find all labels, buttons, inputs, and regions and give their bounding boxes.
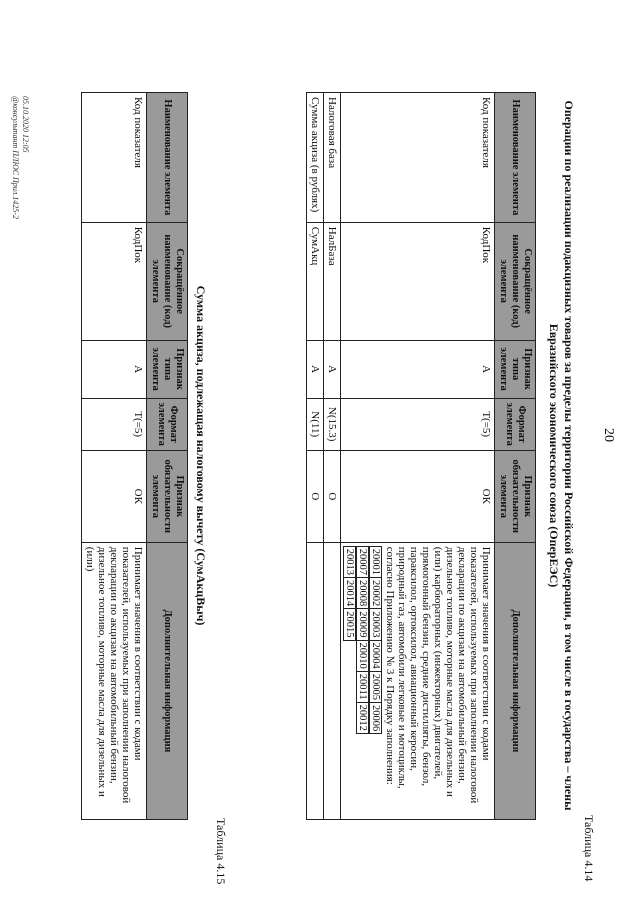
cell-format: T(=5)	[81, 398, 146, 450]
cell-name: Налоговая база	[323, 93, 340, 223]
cell-required: ОК	[340, 450, 494, 542]
cell-required: ОК	[81, 450, 146, 542]
cell-name: Код показателя	[81, 93, 146, 223]
cell-required: О	[306, 450, 323, 542]
code-item: 20003	[369, 608, 382, 640]
cell-info	[306, 542, 323, 819]
code-item: 20011	[356, 671, 369, 703]
table2-label: Таблица 4.15	[214, 818, 228, 885]
table2-header-format: Формат элемента	[146, 398, 187, 450]
cell-info	[323, 542, 340, 819]
table1	[306, 92, 536, 820]
cell-format: T(=5)	[340, 398, 494, 450]
cell-code: СумАкц	[306, 222, 323, 340]
table2	[81, 92, 188, 820]
code-item: 20004	[369, 640, 382, 672]
cell-format: N(15.3)	[323, 398, 340, 450]
cell-info: Принимает значения в соответствии с кодами показателей, используемых при заполнении налоговой декларации по акцизам на автомобильный бензин, дизельное топливо, моторные масла для дизельных и (или)	[81, 542, 146, 819]
footer-stamp	[11, 96, 30, 219]
footer-line2: @консультант ПЛЮС Прил.1425-2	[11, 96, 21, 219]
cell-required: О	[323, 450, 340, 542]
cell-info	[340, 542, 494, 819]
cell-code: КодПок	[81, 222, 146, 340]
cell-format: N(11)	[306, 398, 323, 450]
footer-line1: 05.10.2020 12:05	[21, 96, 30, 153]
code-item: 20014	[343, 577, 356, 609]
table1-header-code: Сокращённое наименование (код) элемента	[494, 222, 535, 340]
table-row	[81, 93, 146, 820]
table1-label: Таблица 4.14	[582, 815, 596, 882]
table2-header-required: Признак обязательности элемента	[146, 450, 187, 542]
code-item: 20007	[356, 546, 369, 578]
code-item: 20013	[343, 546, 356, 578]
cell-type: А	[323, 340, 340, 398]
table1-heading-line2: Евразийского экономического союза (ОперЕЭС)	[547, 323, 561, 588]
cell-code: КодПок	[340, 222, 494, 340]
table-row	[306, 93, 323, 820]
code-item: 20006	[369, 702, 382, 734]
cell-type: А	[306, 340, 323, 398]
table-row	[323, 93, 340, 820]
code-item: 20005	[369, 671, 382, 703]
table2-header-type: Признак типа элемента	[146, 340, 187, 398]
code-item: 20002	[369, 577, 382, 609]
table1-header-name: Наименование элемента	[494, 93, 535, 223]
table1-header-required: Признак обязательности элемента	[494, 450, 535, 542]
table2-heading: Сумма акциза, подлежащая налоговому вычету (СумАкцВыч)	[194, 285, 208, 626]
cell-type: А	[340, 340, 494, 398]
table1-header-row	[494, 93, 535, 820]
table1-header-info: Дополнительная информация	[494, 542, 535, 819]
cell-name: Сумма акциза (в рублях)	[306, 93, 323, 223]
page-number: 20	[601, 428, 616, 442]
table2-header-info: Дополнительная информация	[146, 542, 187, 819]
table2-header-name: Наименование элемента	[146, 93, 187, 223]
code-item: 20015	[343, 608, 356, 640]
table-row	[340, 93, 494, 820]
code-item: 20001	[369, 546, 382, 578]
table2-header-code: Сокращённое наименование (код) элемента	[146, 222, 187, 340]
cell-type: А	[81, 340, 146, 398]
table1-heading-line1: Операции по реализации подакцизных товаров за пределы территории Российской Федерации, в том числе в государства – члены	[562, 100, 576, 811]
code-item: 20010	[356, 640, 369, 672]
code-list	[343, 547, 382, 735]
info-text: Принимает значения в соответствии с кодами показателей, используемых при заполнении налоговой декларации по акцизам на автомобильный бензин, дизельное топливо, моторные масла для дизельных и (или) карбюраторных (инжекторных) двигателей, прямогонный бензин, средние дистилляты, бензол, параксилол, ортоксилол, авиационный керосин, природный газ, автомобили легковые и мотоциклы, согласно Приложению № 3 к Порядку заполнения:	[383, 546, 492, 804]
table2-header-row	[146, 93, 187, 820]
cell-name: Код показателя	[340, 93, 494, 223]
code-item: 20008	[356, 577, 369, 609]
code-item: 20009	[356, 608, 369, 640]
table1-header-format: Формат элемента	[494, 398, 535, 450]
table1-header-type: Признак типа элемента	[494, 340, 535, 398]
cell-code: НалБаза	[323, 222, 340, 340]
code-item: 20012	[356, 702, 369, 734]
table1-heading	[546, 88, 576, 823]
